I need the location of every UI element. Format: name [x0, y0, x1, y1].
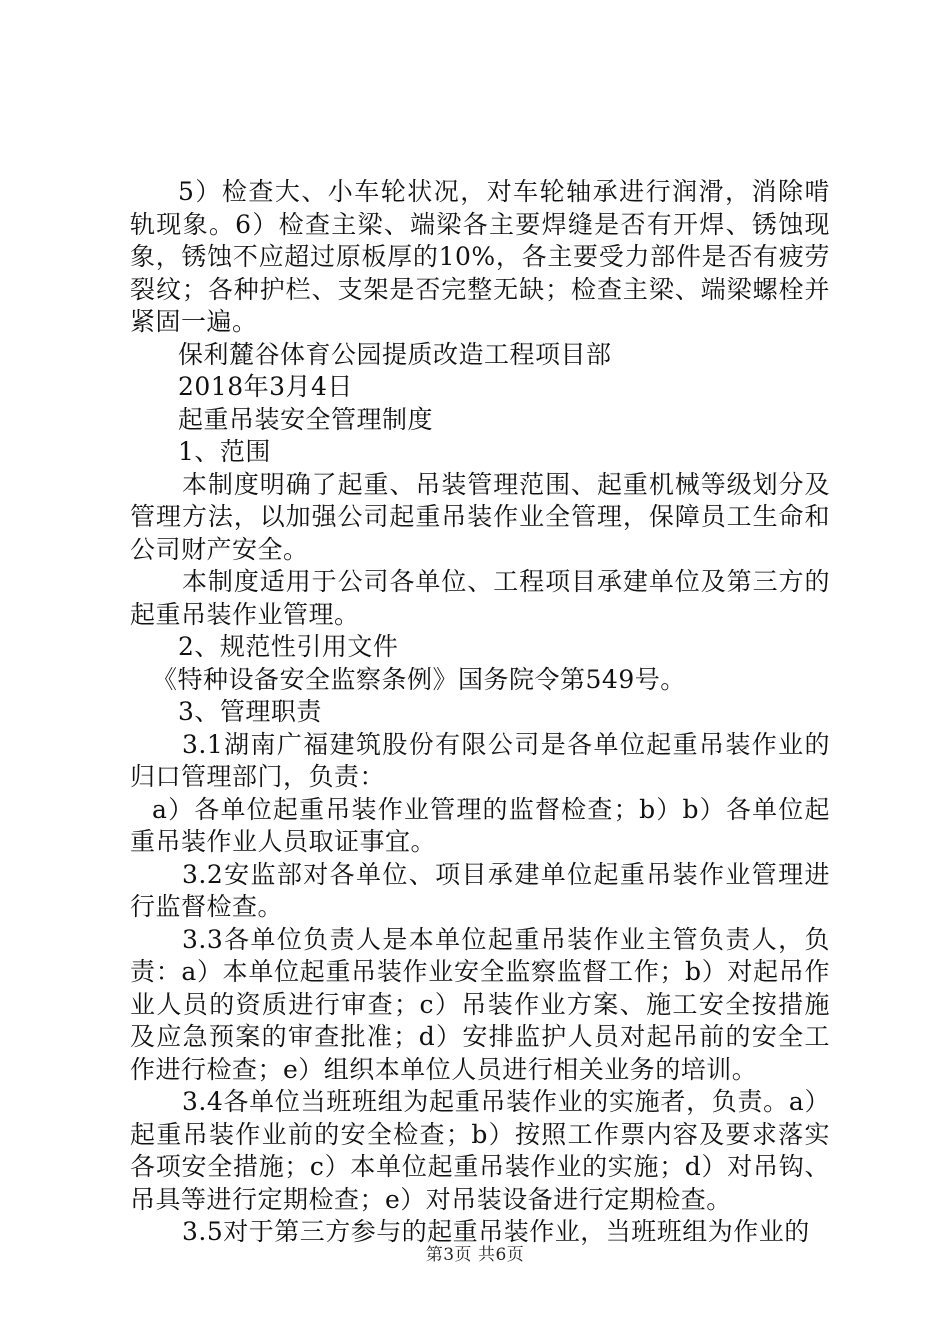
heading-scope: 1、范围 [178, 437, 271, 466]
paragraph-3-1-items: a）各单位起重吊装作业管理的监督检查；b）b）各单位起重吊装作业人员取证事宜。 [130, 794, 830, 856]
paragraph-3-1: 3.1湖南广福建筑股份有限公司是各单位起重吊装作业的归口管理部门，负责： [130, 729, 830, 791]
paragraph-3-3: 3.3各单位负责人是本单位起重吊装作业主管负责人，负责：a）本单位起重吊装作业安全监察监督工作；b）对起吊作业人员的资质进行审查；c）吊装作业方案、施工安全按措施及应急预案的审查批准；d）安排监护人员对起吊前的安全工作进行检查；e）组织本单位人员进行相关业务的培训。 [130, 924, 830, 1084]
paragraph-project-department: 保利麓谷体育公园提质改造工程项目部 [178, 339, 612, 369]
heading-responsibilities: 3、管理职责 [178, 697, 322, 726]
page-number-footer: 第3页 共6页 [425, 1245, 525, 1265]
document-body [130, 176, 830, 1249]
paragraph-3-4: 3.4各单位当班班组为起重吊装作业的实施者，负责。a）起重吊装作业前的安全检查；b）按照工作票内容及要求落实各项安全措施；c）本单位起重吊装作业的实施；d）对吊钩、吊具等进行定期检查；e）对吊装设备进行定期检查。 [130, 1087, 830, 1214]
paragraph-maintenance-checks: 5）检查大、小车轮状况，对车轮轴承进行润滑，消除啃轨现象。6）检查主梁、端梁各主要焊缝是否有开焊、锈蚀现象，锈蚀不应超过原板厚的10%，各主要受力部件是否有疲劳裂纹；各种护栏、支架是否完整无缺；检查主梁、端梁螺栓并紧固一遍。 [130, 177, 830, 336]
heading-references: 2、规范性引用文件 [178, 632, 399, 661]
paragraph-scope-applicability: 本制度适用于公司各单位、工程项目承建单位及第三方的起重吊装作业管理。 [130, 567, 830, 629]
paragraph-3-5: 3.5对于第三方参与的起重吊装作业，当班班组为作业的 [182, 1217, 810, 1246]
paragraph-date: 2018年3月4日 [178, 372, 353, 401]
section-title-lifting-safety: 起重吊装安全管理制度 [178, 404, 434, 434]
paragraph-3-2: 3.2安监部对各单位、项目承建单位起重吊装作业管理进行监督检查。 [130, 859, 830, 921]
paragraph-scope-definition: 本制度明确了起重、吊装管理范围、起重机械等级划分及管理方法，以加强公司起重吊装作业全管理，保障员工生命和公司财产安全。 [130, 469, 830, 564]
paragraph-reference-regulation: 《特种设备安全监察条例》国务院令第549号。 [152, 664, 686, 694]
